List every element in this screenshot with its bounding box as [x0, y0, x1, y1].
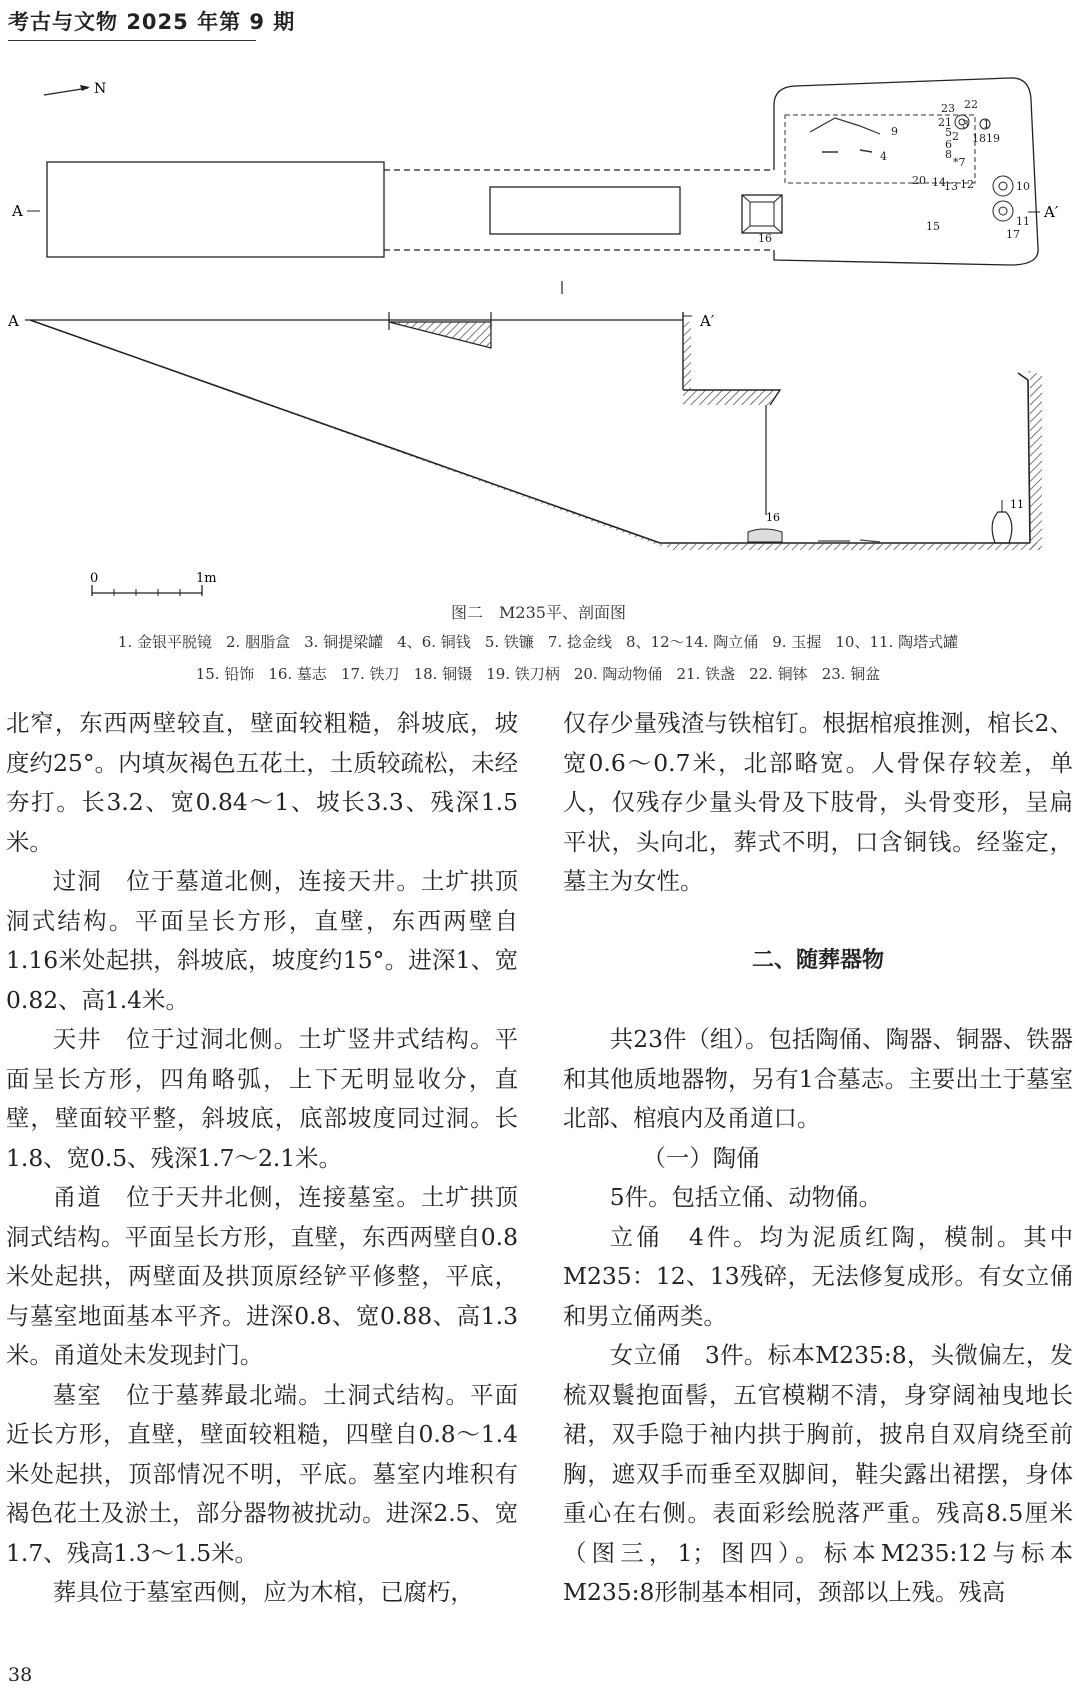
- paragraph: 北窄，东西两壁较直，壁面较粗糙，斜坡底，坡度约25°。内填灰褐色五花土，土质较疏松，未经夯打。长3.2、宽0.84～1、坡长3.3、残深1.5米。: [6, 709, 518, 856]
- section-heading: 二、随葬器物: [751, 947, 884, 973]
- legend-item: 21. 铁盏: [676, 665, 736, 683]
- plan-view: [11, 78, 1059, 294]
- plan-a-prime-label: A′: [1044, 203, 1059, 221]
- paragraph: 墓室 位于墓葬最北端。土洞式结构。平面近长方形，直壁，壁面较粗糙，四壁自0.8～1.4米处起拱，顶部情况不明，平底。墓室内堆积有褐色花土及淤土，部分器物被扰动。进深2.5、宽1.7、残高1.3～1.5米。: [6, 1380, 518, 1567]
- svg-text:12: 12: [960, 178, 974, 191]
- subsection-heading: （一）陶俑: [642, 1143, 760, 1172]
- svg-text:16: 16: [758, 232, 772, 245]
- legend-item: 15. 铅饰: [195, 665, 255, 683]
- section-a-prime-label: A′: [700, 312, 715, 330]
- legend-item: 1. 金银平脱镜: [117, 633, 212, 651]
- svg-text:13: 13: [944, 180, 958, 193]
- paragraph: 天井 位于过洞北侧。土圹竖井式结构。平面呈长方形，四角略弧，上下无明显收分，直壁，壁面较平整，斜坡底，底部坡度同过洞。长1.8、宽0.5、残深1.7～2.1米。: [6, 1025, 518, 1172]
- svg-text:21: 21: [938, 116, 952, 129]
- svg-text:*7: *7: [953, 156, 966, 169]
- paragraph: 5件。包括立俑、动物俑。: [609, 1183, 882, 1211]
- running-header: [8, 6, 295, 36]
- legend-item: 9. 玉握: [772, 633, 822, 651]
- epitaph-plan: [742, 195, 782, 233]
- page-number: 38: [8, 1664, 33, 1686]
- svg-text:1: 1: [983, 118, 990, 131]
- legend-item: 23. 铜盆: [821, 665, 881, 683]
- section-view: [7, 312, 1042, 550]
- scale-zero: 0: [90, 571, 99, 586]
- north-arrow: [44, 81, 106, 97]
- legend-item: 3. 铜提梁罐: [304, 633, 384, 651]
- paragraph: 立俑 4件。均为泥质红陶，模制。其中M235：12、13残碎，无法修复成形。有女立俑和男立俑两类。: [563, 1222, 1073, 1330]
- svg-text:4: 4: [880, 150, 887, 163]
- svg-text:5: 5: [945, 126, 952, 139]
- north-label: N: [94, 81, 107, 97]
- svg-text:10: 10: [1016, 180, 1030, 193]
- figure-legend-line-2: [18, 659, 1058, 690]
- svg-text:22: 22: [964, 98, 978, 111]
- right-column: [563, 704, 1073, 1613]
- paragraph: 仅存少量残渣与铁棺钉。根据棺痕推测，棺长2、宽0.6～0.7米，北部略宽。人骨保存较差，单人，仅残存少量头骨及下肢骨，头骨变形，呈扁平状，头向北，葬式不明，口含铜钱。经鉴定，墓主为女性。: [563, 709, 1073, 895]
- paragraph: 女立俑 3件。标本M235:8，头微偏左，发梳双鬟抱面髻，五官模糊不清，身穿阔袖曳地长裙，双手隐于袖内拱于胸前，披帛自双肩绕至前胸，遮双手而垂至双脚间，鞋尖露出裙摆，身体重心在右侧。表面彩绘脱落严重。残高8.5厘米（图三，1；图四）。标本M235:12与标本M235:8形制基本相同，颈部以上残。残高: [563, 1341, 1073, 1606]
- plan-shaft: [490, 187, 680, 234]
- svg-text:2: 2: [952, 130, 959, 143]
- figure-legend-line-1: [18, 627, 1058, 658]
- legend-item: 7. 捻金线: [547, 633, 612, 651]
- legend-item: 20. 陶动物俑: [573, 665, 663, 683]
- legend-item: 17. 铁刀: [340, 665, 400, 683]
- svg-text:14: 14: [932, 176, 946, 189]
- figure-caption: 图二 M235平、剖面图: [451, 603, 626, 622]
- header-rule: [8, 40, 256, 41]
- plan-chamber: [774, 78, 1038, 265]
- section-label-16: 16: [766, 511, 780, 524]
- legend-item: 8、12～14. 陶立俑: [626, 633, 759, 651]
- journal-name: 考古与文物: [8, 10, 118, 34]
- paragraph: 甬道 位于天井北侧，连接墓室。土圹拱顶洞式结构。平面呈长方形，直壁，东西两壁自0.8米处起拱，两壁面及拱顶原经铲平修整，平底，与墓室地面基本平齐。进深0.8、宽0.88、高1.3米。甬道处未发现封门。: [6, 1183, 518, 1369]
- section-label-11: 11: [1010, 498, 1024, 511]
- svg-text:23: 23: [941, 102, 955, 115]
- legend-item: 18. 铜镊: [413, 665, 473, 683]
- issue-label: 2025 年第 9 期: [126, 10, 296, 34]
- svg-text:3: 3: [962, 118, 969, 131]
- legend-item: 4、6. 铜钱: [397, 633, 471, 651]
- svg-text:8: 8: [945, 148, 952, 161]
- svg-text:6: 6: [945, 138, 952, 151]
- svg-text:1819: 1819: [972, 132, 1000, 145]
- plan-section-figure: [0, 60, 1077, 610]
- paragraph: 葬具位于墓室西侧，应为木棺，已腐朽，: [52, 1578, 474, 1606]
- legend-item: 16. 墓志: [268, 665, 327, 683]
- plan-dromos: [47, 162, 384, 257]
- paragraph: 过洞 位于墓道北侧，连接天井。土圹拱顶洞式结构。平面呈长方形，直壁，东西两壁自1.16米处起拱，斜坡底，坡度约15°。进深1、宽0.82、高1.4米。: [6, 867, 518, 1014]
- svg-text:15: 15: [926, 220, 940, 233]
- svg-text:17: 17: [1006, 228, 1020, 241]
- scale-unit: 1m: [196, 571, 217, 586]
- legend-item: 19. 铁刀柄: [486, 665, 560, 683]
- plan-a-label: A: [12, 202, 23, 220]
- legend-item: 5. 铁镰: [484, 633, 534, 651]
- svg-text:20: 20: [912, 174, 926, 187]
- legend-item: 10、11. 陶塔式罐: [835, 633, 959, 651]
- legend-item: 22. 铜钵: [749, 665, 808, 683]
- svg-text:11: 11: [1016, 215, 1030, 228]
- paragraph: 共23件（组）。包括陶俑、陶器、铜器、铁器和其他质地器物，另有1合墓志。主要出土于墓室北部、棺痕内及甬道口。: [563, 1025, 1073, 1132]
- legend-item: 2. 胭脂盒: [226, 633, 291, 651]
- left-column: [6, 704, 518, 1613]
- svg-text:9: 9: [891, 125, 898, 138]
- section-a-label: A: [8, 312, 19, 330]
- scale-bar: [90, 571, 217, 596]
